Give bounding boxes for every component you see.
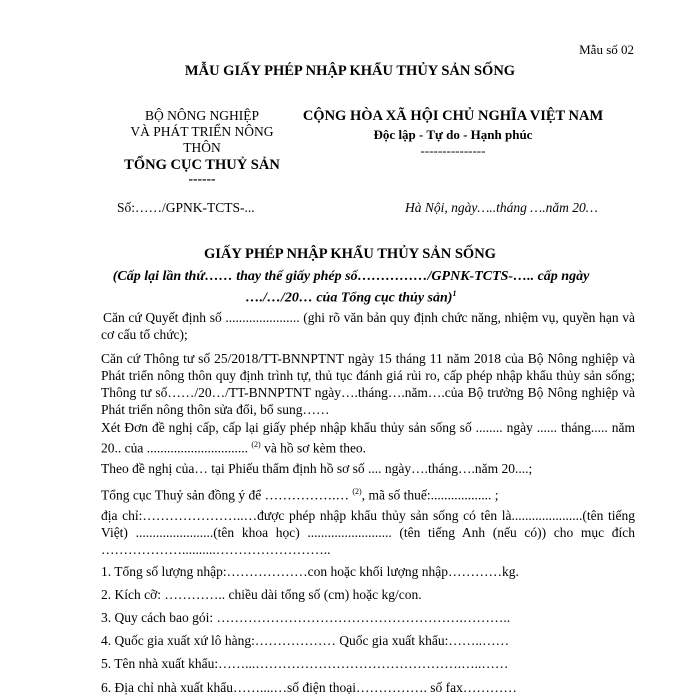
document-number: Số:……/GPNK-TCTS-... — [117, 200, 255, 215]
item-4-origin: 4. Quốc gia xuất xứ lô hàng:……………… Quốc gia xuất khẩu:……..…… — [101, 633, 510, 648]
item-3-packaging: 3. Quy cách bao gói: ……………………………………………….……….. — [101, 610, 511, 625]
subtitle-footnote: 1 — [452, 289, 457, 298]
license-title: GIẤY PHÉP NHẬP KHẨU THỦY SẢN SỐNG — [204, 246, 496, 262]
application-text: Xét Đơn đề nghị cấp, cấp lại giấy phép nhập khẩu thủy sản sống số ........ ngày ...... tháng..... năm 20.. của .............................. — [101, 420, 635, 456]
application-footnote: (2) — [251, 440, 261, 449]
place-date: Hà Nội, ngày…..tháng ….năm 20… — [405, 200, 598, 215]
issuer-line-3: THÔN — [183, 140, 221, 155]
subtitle-text: (Cấp lại lần thứ…… thay thế giấy phép số……………/GPNK-TCTS-….. cấp ngày …./…/20… của Tổng cục thủy sản) — [112, 269, 590, 306]
issuer-divider: ------ — [188, 171, 216, 186]
issuer-line-1: BỘ NÔNG NGHIỆP — [145, 108, 259, 123]
state-name: CỘNG HÒA XÃ HỘI CHỦ NGHĨA VIỆT NAM — [302, 108, 604, 124]
application-tail: và hồ sơ kèm theo. — [260, 440, 367, 456]
agreement-tail: , mã số thuế:.................. ; — [361, 487, 499, 503]
paragraph-application — [101, 419, 635, 457]
state-motto: Độc lập - Tự do - Hạnh phúc — [373, 127, 533, 142]
item-2-size: 2. Kích cỡ: ………….. chiều dài tổng số (cm) hoặc kg/con. — [101, 587, 422, 602]
state-divider: --------------- — [420, 143, 486, 158]
agreement-footnote: (2) — [352, 487, 362, 496]
state-header — [300, 108, 606, 157]
document-title: MẪU GIẤY PHÉP NHẬP KHẨU THỦY SẢN SỐNG — [184, 63, 516, 79]
paragraph-decision: Căn cứ Quyết định số ...................... (ghi rõ văn bản quy định chức năng, nhiệm vụ, quyền hạn và cơ cấu tổ chức); — [101, 310, 635, 342]
license-subtitle — [104, 268, 598, 307]
item-5-exporter: 5. Tên nhà xuất khẩu:……...……………………………………….…..…… — [101, 656, 509, 671]
paragraph-agreement — [101, 483, 635, 504]
paragraph-proposal: Theo đề nghị của… tại Phiếu thẩm định hồ sơ số .... ngày….tháng….năm 20....; — [101, 461, 533, 476]
item-1-quantity: 1. Tổng số lượng nhập:………………con hoặc khối lượng nhập…………kg. — [101, 564, 519, 579]
issuer-agency: TỔNG CỤC THUỶ SẢN — [124, 157, 280, 173]
issuer-line-2: VÀ PHÁT TRIỂN NÔNG — [130, 124, 274, 139]
paragraph-circular: Căn cứ Thông tư số 25/2018/TT-BNNPTNT ngày 15 tháng 11 năm 2018 của Bộ Nông nghiệp và Phát triển nông thôn quy định trình tự, thủ tục đánh giá rủi ro, cấp phép nhập khẩu thủy sản sống; Thông tư số……/20…/TT-BNNPTNT ngày….tháng….năm….của Bộ trưởng Bộ Nông nghiệp và Phát triển nông thôn sửa đổi, bổ sung…… — [101, 351, 635, 417]
issuer-block — [102, 108, 302, 185]
paragraph-address: địa chỉ:…………………..…được phép nhập khẩu thủy sản sống có tên là.....................(tên tiếng Việt) .......................(tên khoa học) ......................... (tên tiếng Anh (nếu có)) cho mục đích ………………..........…………………….. — [101, 508, 635, 557]
form-number: Mẫu số 02 — [579, 42, 634, 57]
agreement-text: Tổng cục Thuỷ sản đồng ý để …………….… — [101, 487, 349, 503]
item-6-exporter-address: 6. Địa chỉ nhà xuất khẩu……....…số điện thoại……………. số fax………… — [101, 680, 517, 695]
